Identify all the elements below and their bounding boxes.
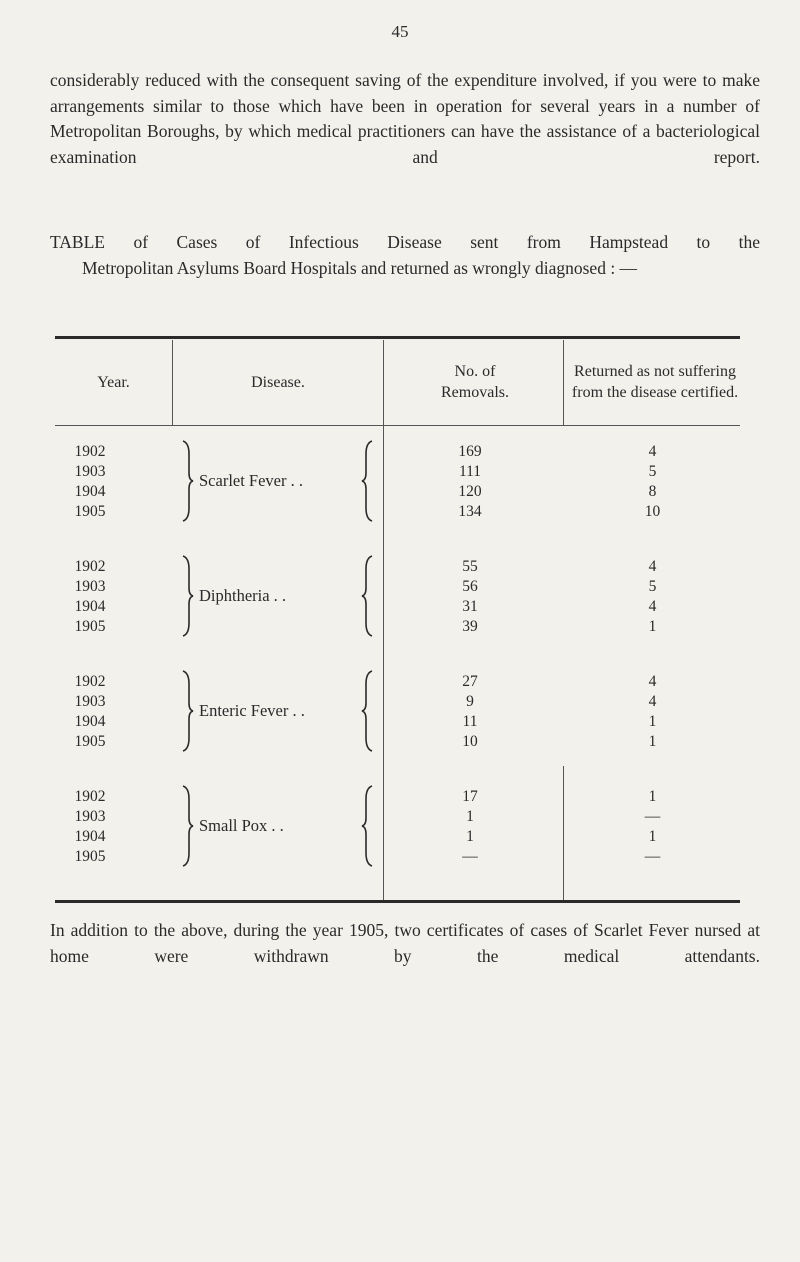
removals-cell: 9 xyxy=(466,693,474,710)
returned-cell: 4 xyxy=(648,558,657,575)
column-divider xyxy=(563,340,564,425)
year-cell: 1905 xyxy=(74,618,106,635)
disease-label: Small Pox . . xyxy=(199,816,284,835)
removals-cell: 31 xyxy=(462,598,478,615)
left-brace xyxy=(180,785,194,867)
header-disease: Disease. xyxy=(251,373,305,391)
year-cell: 1903 xyxy=(74,693,106,710)
right-brace xyxy=(361,555,375,637)
returned-cell: 4 xyxy=(648,673,657,690)
table-bottom-rule xyxy=(55,900,740,903)
closing-paragraph: In addition to the above, during the year 1905, two certificates of cases of Scarlet Fever nursed at home were withdrawn by the medical attendants. xyxy=(50,920,760,966)
removals-cell: 111 xyxy=(458,463,482,480)
returned-cell: 5 xyxy=(648,463,657,480)
year-cell: 1902 xyxy=(74,788,106,805)
year-cell: 1902 xyxy=(74,558,106,575)
table-header-rule xyxy=(55,425,740,426)
returned-cell: 10 xyxy=(644,503,661,520)
right-brace xyxy=(361,440,375,522)
returned-cell: — xyxy=(644,848,661,865)
infectious-disease-table xyxy=(55,336,740,904)
removals-cell: 1 xyxy=(466,828,474,845)
page-number: 45 xyxy=(391,22,409,41)
table-caption-continuation: Metropolitan Asylums Board Hospitals and returned as wrongly diagnosed : — xyxy=(82,257,638,278)
left-brace xyxy=(180,440,194,522)
year-cell: 1905 xyxy=(74,848,106,865)
left-brace xyxy=(180,555,194,637)
year-cell: 1904 xyxy=(74,713,106,730)
year-cell: 1904 xyxy=(74,598,106,615)
returned-cell: 1 xyxy=(648,788,657,805)
year-cell: 1904 xyxy=(74,828,106,845)
header-removals: No. of Removals. xyxy=(441,363,509,401)
intro-paragraph: considerably reduced with the consequent saving of the expenditure involved, if you were to make arrangements similar to those which have been in operation for several years in a number of Metropolitan Boroughs, by which medical practitioners can have the assistance of a bacteriological examination and report. xyxy=(50,70,760,167)
header-year: Year. xyxy=(97,373,130,391)
year-cell: 1903 xyxy=(74,808,106,825)
removals-cell: 169 xyxy=(458,443,482,460)
returned-cell: 1 xyxy=(648,713,657,730)
right-brace xyxy=(361,785,375,867)
removals-cell: — xyxy=(462,848,478,865)
removals-cell: 27 xyxy=(462,673,478,690)
removals-cell: 39 xyxy=(462,618,478,635)
removals-cell: 55 xyxy=(462,558,478,575)
removals-cell: 11 xyxy=(462,713,478,730)
table-top-rule xyxy=(55,336,740,339)
returned-cell: 5 xyxy=(648,578,657,595)
returned-cell: 8 xyxy=(648,483,657,500)
removals-cell: 17 xyxy=(462,788,478,805)
right-brace xyxy=(361,670,375,752)
header-returned: Returned as not suffering from the disease certified. xyxy=(571,363,739,401)
column-divider xyxy=(563,766,564,900)
returned-cell: 1 xyxy=(648,733,657,750)
year-cell: 1902 xyxy=(74,443,106,460)
returned-cell: 1 xyxy=(648,828,657,845)
disease-label: Enteric Fever . . xyxy=(199,701,305,720)
disease-label: Diphtheria . . xyxy=(199,586,287,605)
removals-cell: 10 xyxy=(462,733,478,750)
table-caption-line-1: TABLE of Cases of Infectious Disease sent from Hampstead to the xyxy=(50,232,760,252)
year-cell: 1905 xyxy=(74,733,106,750)
disease-label: Scarlet Fever . . xyxy=(199,471,304,490)
removals-cell: 120 xyxy=(458,483,482,500)
returned-cell: 4 xyxy=(648,598,657,615)
table-caption xyxy=(50,230,760,281)
returned-cell: — xyxy=(644,808,661,825)
removals-cell: 1 xyxy=(466,808,474,825)
year-cell: 1902 xyxy=(74,673,106,690)
year-cell: 1903 xyxy=(74,578,106,595)
returned-cell: 4 xyxy=(648,693,657,710)
removals-cell: 56 xyxy=(462,578,478,595)
year-cell: 1903 xyxy=(74,463,106,480)
year-cell: 1904 xyxy=(74,483,106,500)
returned-cell: 1 xyxy=(648,618,657,635)
removals-cell: 134 xyxy=(458,503,482,520)
returned-cell: 4 xyxy=(648,443,657,460)
left-brace xyxy=(180,670,194,752)
year-cell: 1905 xyxy=(74,503,106,520)
